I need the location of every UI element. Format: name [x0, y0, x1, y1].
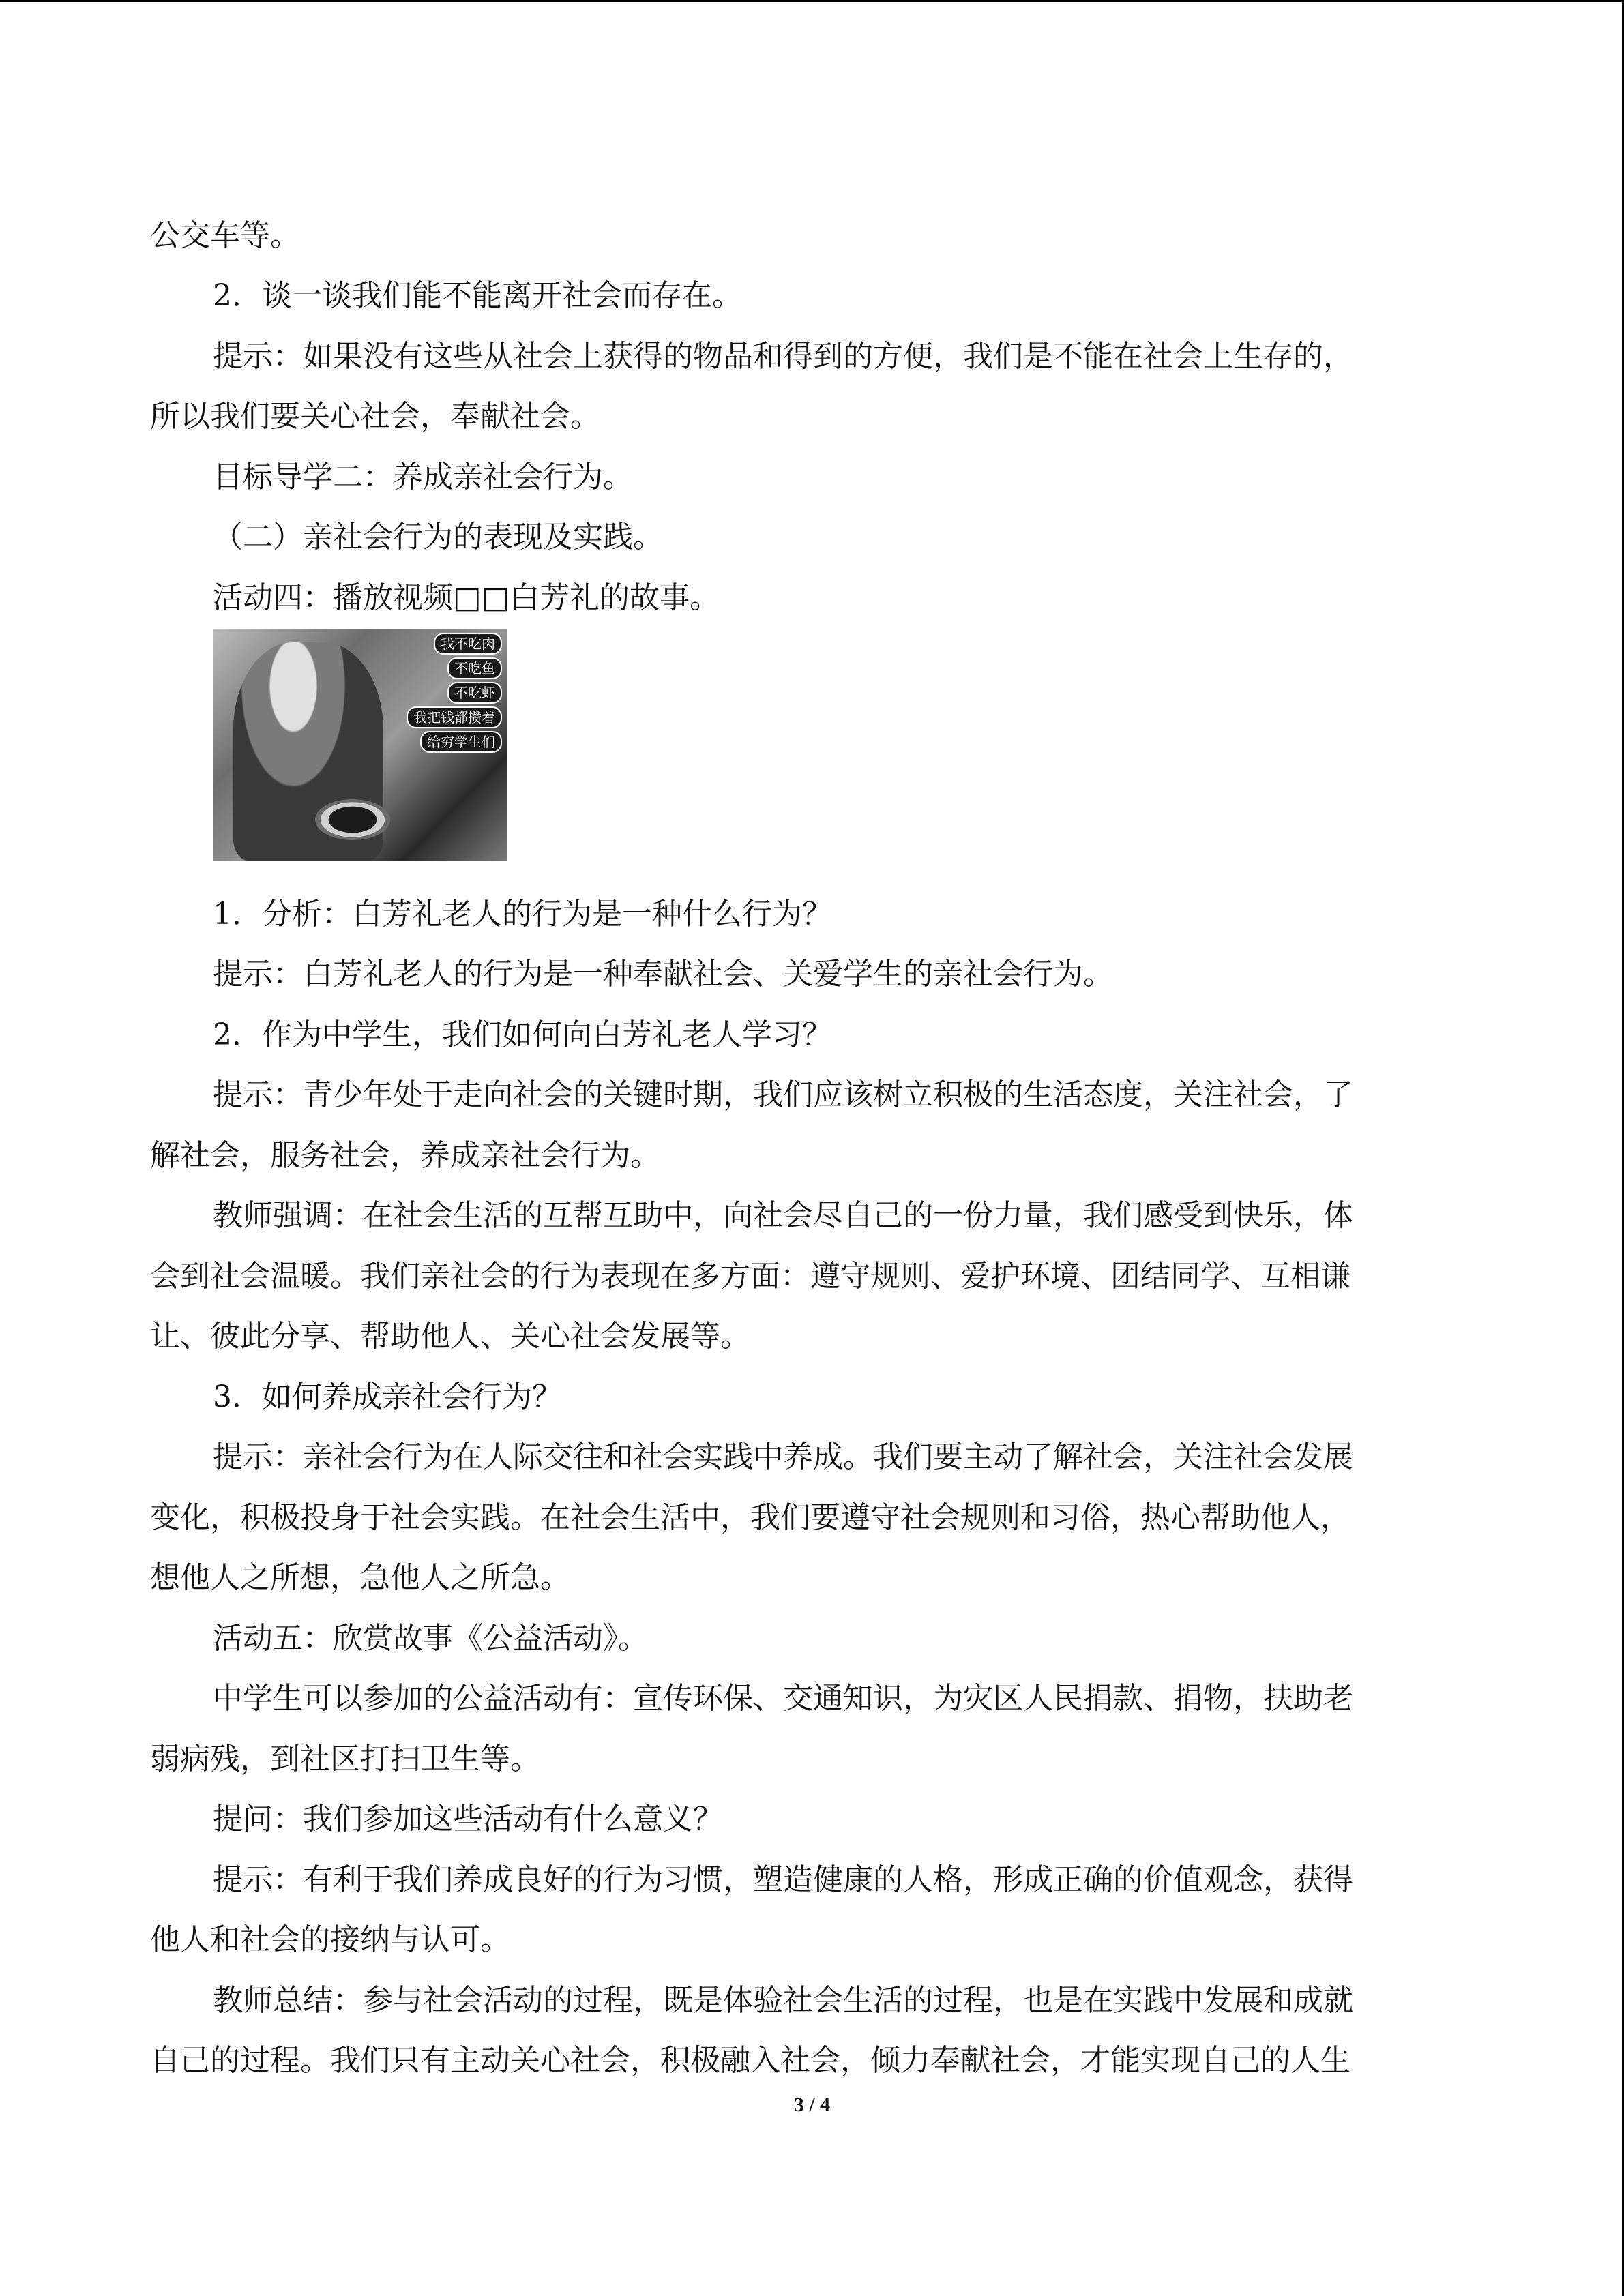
story-photo: [213, 629, 507, 861]
section-heading: 目标导学二：养成亲社会行为。: [213, 460, 633, 494]
paragraph-line: 1．分析：白芳礼老人的行为是一种什么行为？: [213, 897, 832, 931]
photo-caption: 我不吃肉: [434, 633, 502, 655]
paragraph-line: 解社会，服务社会，养成亲社会行为。: [150, 1138, 660, 1173]
page-border-top: [0, 0, 1624, 2]
paragraph-line: 想他人之所想，急他人之所急。: [150, 1560, 570, 1595]
paragraph-line: 所以我们要关心社会，奉献社会。: [150, 399, 600, 434]
paragraph-line: 提示：有利于我们养成良好的行为习惯，塑造健康的人格，形成正确的价值观念，获得: [213, 1862, 1353, 1897]
subsection-heading: （二）亲社会行为的表现及实践。: [213, 520, 663, 554]
paragraph-line: 提示：白芳礼老人的行为是一种奉献社会、关爱学生的亲社会行为。: [213, 957, 1113, 992]
paragraph-line: 让、彼此分享、帮助他人、关心社会发展等。: [150, 1319, 750, 1354]
page-number: 3 / 4: [793, 2093, 831, 2116]
activity-heading: 活动四：播放视频□□白芳礼的故事。: [213, 580, 720, 615]
photo-caption: 我把钱都攒着: [407, 706, 502, 728]
paragraph-line: 中学生可以参加的公益活动有：宣传环保、交通知识，为灾区人民捐款、捐物，扶助老: [213, 1681, 1353, 1716]
paragraph-line: 3．如何养成亲社会行为？: [213, 1380, 562, 1414]
paragraph-line: 提示：如果没有这些从社会上获得的物品和得到的方便，我们是不能在社会上生存的，: [213, 339, 1353, 374]
paragraph-line: 提问：我们参加这些活动有什么意义？: [213, 1802, 723, 1836]
paragraph-line: 自己的过程。我们只有主动关心社会，积极融入社会，倾力奉献社会，才能实现自己的人生: [150, 2043, 1350, 2078]
photo-captions: [407, 633, 502, 753]
paragraph-line: 公交车等。: [150, 218, 300, 253]
paragraph-line: 提示：亲社会行为在人际交往和社会实践中养成。我们要主动了解社会，关注社会发展: [213, 1440, 1353, 1474]
paragraph-line: 变化，积极投身于社会实践。在社会生活中，我们要遵守社会规则和习俗，热心帮助他人，: [150, 1500, 1350, 1535]
paragraph-line: 2．作为中学生，我们如何向白芳礼老人学习？: [213, 1017, 832, 1052]
photo-caption: 不吃鱼: [447, 657, 502, 679]
photo-caption: 给穷学生们: [420, 731, 502, 753]
paragraph-line: 提示：青少年处于走向社会的关键时期，我们应该树立积极的生活态度，关注社会，了: [213, 1077, 1353, 1112]
activity-heading: 活动五：欣赏故事《公益活动》。: [213, 1621, 648, 1656]
photo-caption: 不吃虾: [447, 682, 502, 704]
paragraph-line: 会到社会温暖。我们亲社会的行为表现在多方面：遵守规则、爱护环境、团结同学、互相谦: [150, 1259, 1350, 1294]
paragraph-line: 弱病残，到社区打扫卫生等。: [150, 1742, 540, 1776]
paragraph-line: 教师总结：参与社会活动的过程，既是体验社会生活的过程，也是在实践中发展和成就: [213, 1983, 1353, 2018]
paragraph-line: 2．谈一谈我们能不能离开社会而存在。: [213, 278, 742, 313]
paragraph-line: 他人和社会的接纳与认可。: [150, 1922, 510, 1957]
paragraph-line: 教师强调：在社会生活的互帮互助中，向社会尽自己的一份力量，我们感受到快乐，体: [213, 1198, 1353, 1233]
photo-bowl: [315, 799, 390, 840]
